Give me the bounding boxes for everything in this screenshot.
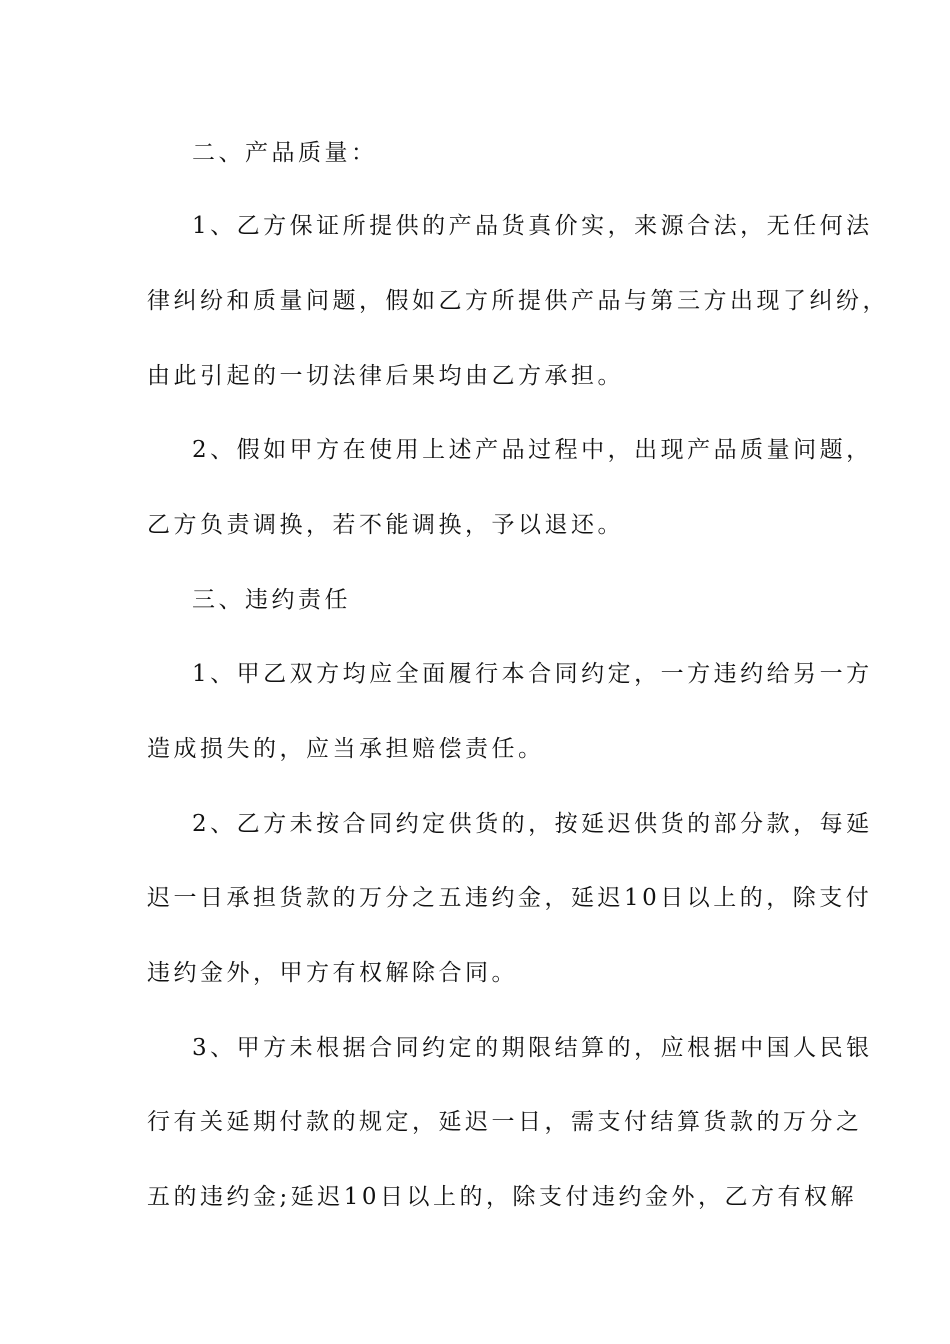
- paragraph-line: 造成损失的，应当承担赔偿责任。: [147, 736, 545, 762]
- paragraph-line: 2、假如甲方在使用上述产品过程中，出现产品质量问题，: [192, 437, 873, 463]
- paragraph-line: 由此引起的一切法律后果均由乙方承担。: [147, 363, 624, 389]
- paragraph-line: 迟一日承担货款的万分之五违约金，延迟10日以上的，除支付: [147, 885, 873, 911]
- paragraph-line: 2、乙方未按合同约定供货的，按延迟供货的部分款，每延: [192, 811, 873, 837]
- paragraph-line: 3、甲方未根据合同约定的期限结算的，应根据中国人民银: [192, 1035, 873, 1061]
- paragraph-line: 五的违约金;延迟10日以上的，除支付违约金外，乙方有权解: [147, 1184, 858, 1210]
- paragraph-line: 1、甲乙双方均应全面履行本合同约定，一方违约给另一方: [192, 661, 873, 687]
- section-heading-product-quality: 二、产品质量：: [192, 140, 378, 166]
- section-heading-breach-liability: 三、违约责任: [192, 587, 351, 613]
- paragraph-line: 律纠纷和质量问题，假如乙方所提供产品与第三方出现了纠纷，: [147, 288, 889, 314]
- paragraph-line: 行有关延期付款的规定，延迟一日，需支付结算货款的万分之: [147, 1109, 863, 1135]
- paragraph-line: 违约金外，甲方有权解除合同。: [147, 960, 518, 986]
- paragraph-line: 乙方负责调换，若不能调换，予以退还。: [147, 512, 624, 538]
- paragraph-line: 1、乙方保证所提供的产品货真价实，来源合法，无任何法: [192, 213, 873, 239]
